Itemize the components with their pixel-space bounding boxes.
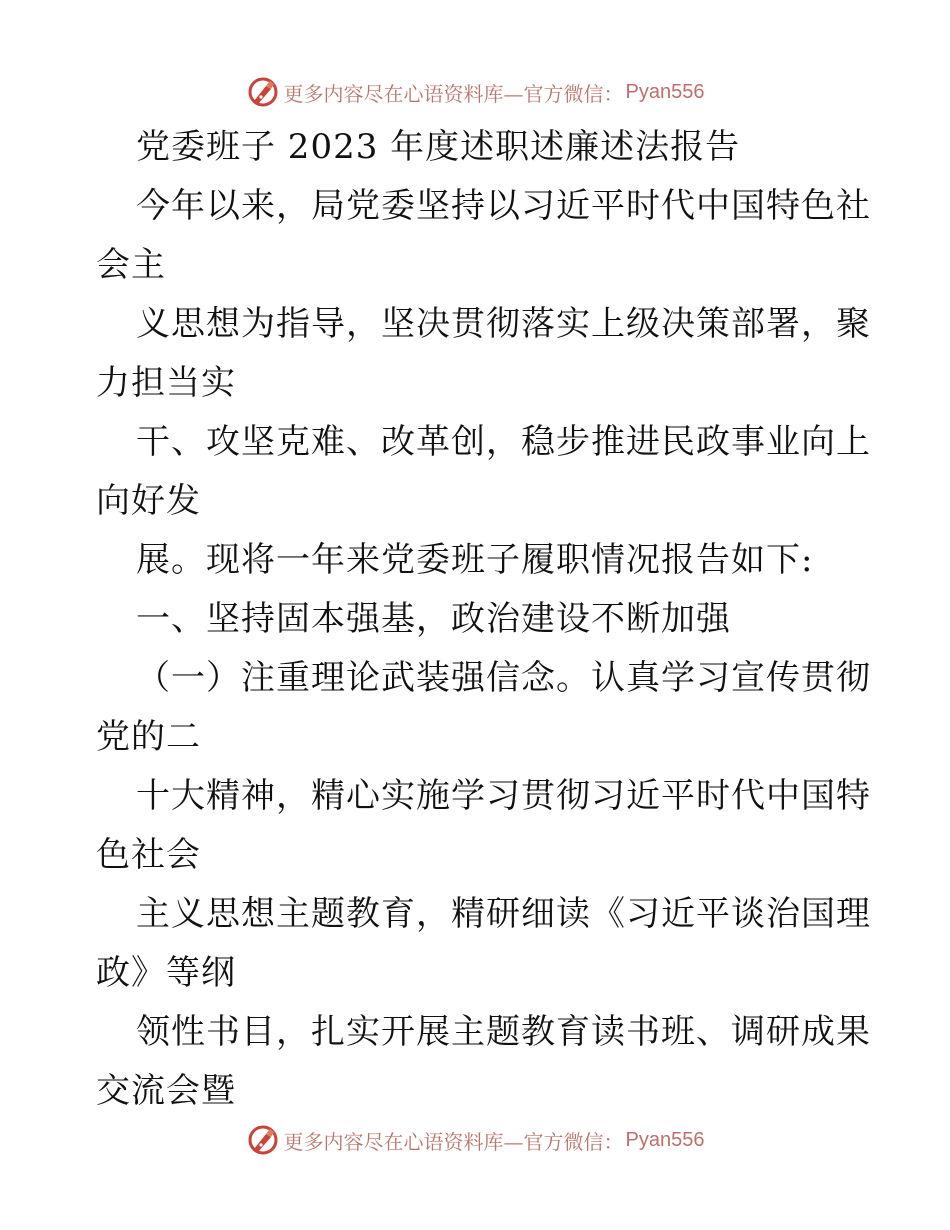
watermark-text: 更多内容尽在心语资料库—官方微信： xyxy=(283,1129,624,1154)
paragraph-line: 展。现将一年来党委班子履职情况报告如下: xyxy=(136,540,814,580)
paragraph-line: 领性书目，扎实开展主题教育读书班、调研成果 xyxy=(136,1012,871,1052)
paragraph-line: 会主 xyxy=(96,245,166,285)
paragraph-line: 今年以来，局党委坚持以习近平时代中国特色社 xyxy=(136,186,871,226)
paragraph-line: 向好发 xyxy=(96,481,201,521)
header-watermark-banner xyxy=(0,72,950,112)
paragraph-line: 力担当实 xyxy=(96,363,236,403)
paragraph-line: 交流会暨 xyxy=(96,1071,236,1111)
paragraph-line: 党的二 xyxy=(96,717,201,757)
document-title: 党委班子 2023 年度述职述廉述法报告 xyxy=(136,127,741,167)
watermark-text: 更多内容尽在心语资料库—官方微信： xyxy=(283,81,624,106)
footer-watermark-banner xyxy=(0,1120,950,1160)
pen-nib-logo-icon xyxy=(246,75,280,109)
paragraph-line: 色社会 xyxy=(96,835,201,875)
watermark-wechat-id: Pyan556 xyxy=(625,1128,705,1151)
paragraph-line: 主义思想主题教育，精研细读《习近平谈治国理 xyxy=(136,894,871,934)
paragraph-line: 干、攻坚克难、改革创，稳步推进民政事业向上 xyxy=(136,422,871,462)
watermark-wechat-id: Pyan556 xyxy=(625,80,705,103)
paragraph-line: （一）注重理论武装强信念。认真学习宣传贯彻 xyxy=(136,658,871,698)
paragraph-line: 政》等纲 xyxy=(96,953,236,993)
pen-nib-logo-icon xyxy=(246,1123,280,1157)
section-heading: 一、坚持固本强基，政治建设不断加强 xyxy=(136,599,731,639)
paragraph-line: 十大精神，精心实施学习贯彻习近平时代中国特 xyxy=(136,776,871,816)
paragraph-line: 义思想为指导，坚决贯彻落实上级决策部署，聚 xyxy=(136,304,871,344)
